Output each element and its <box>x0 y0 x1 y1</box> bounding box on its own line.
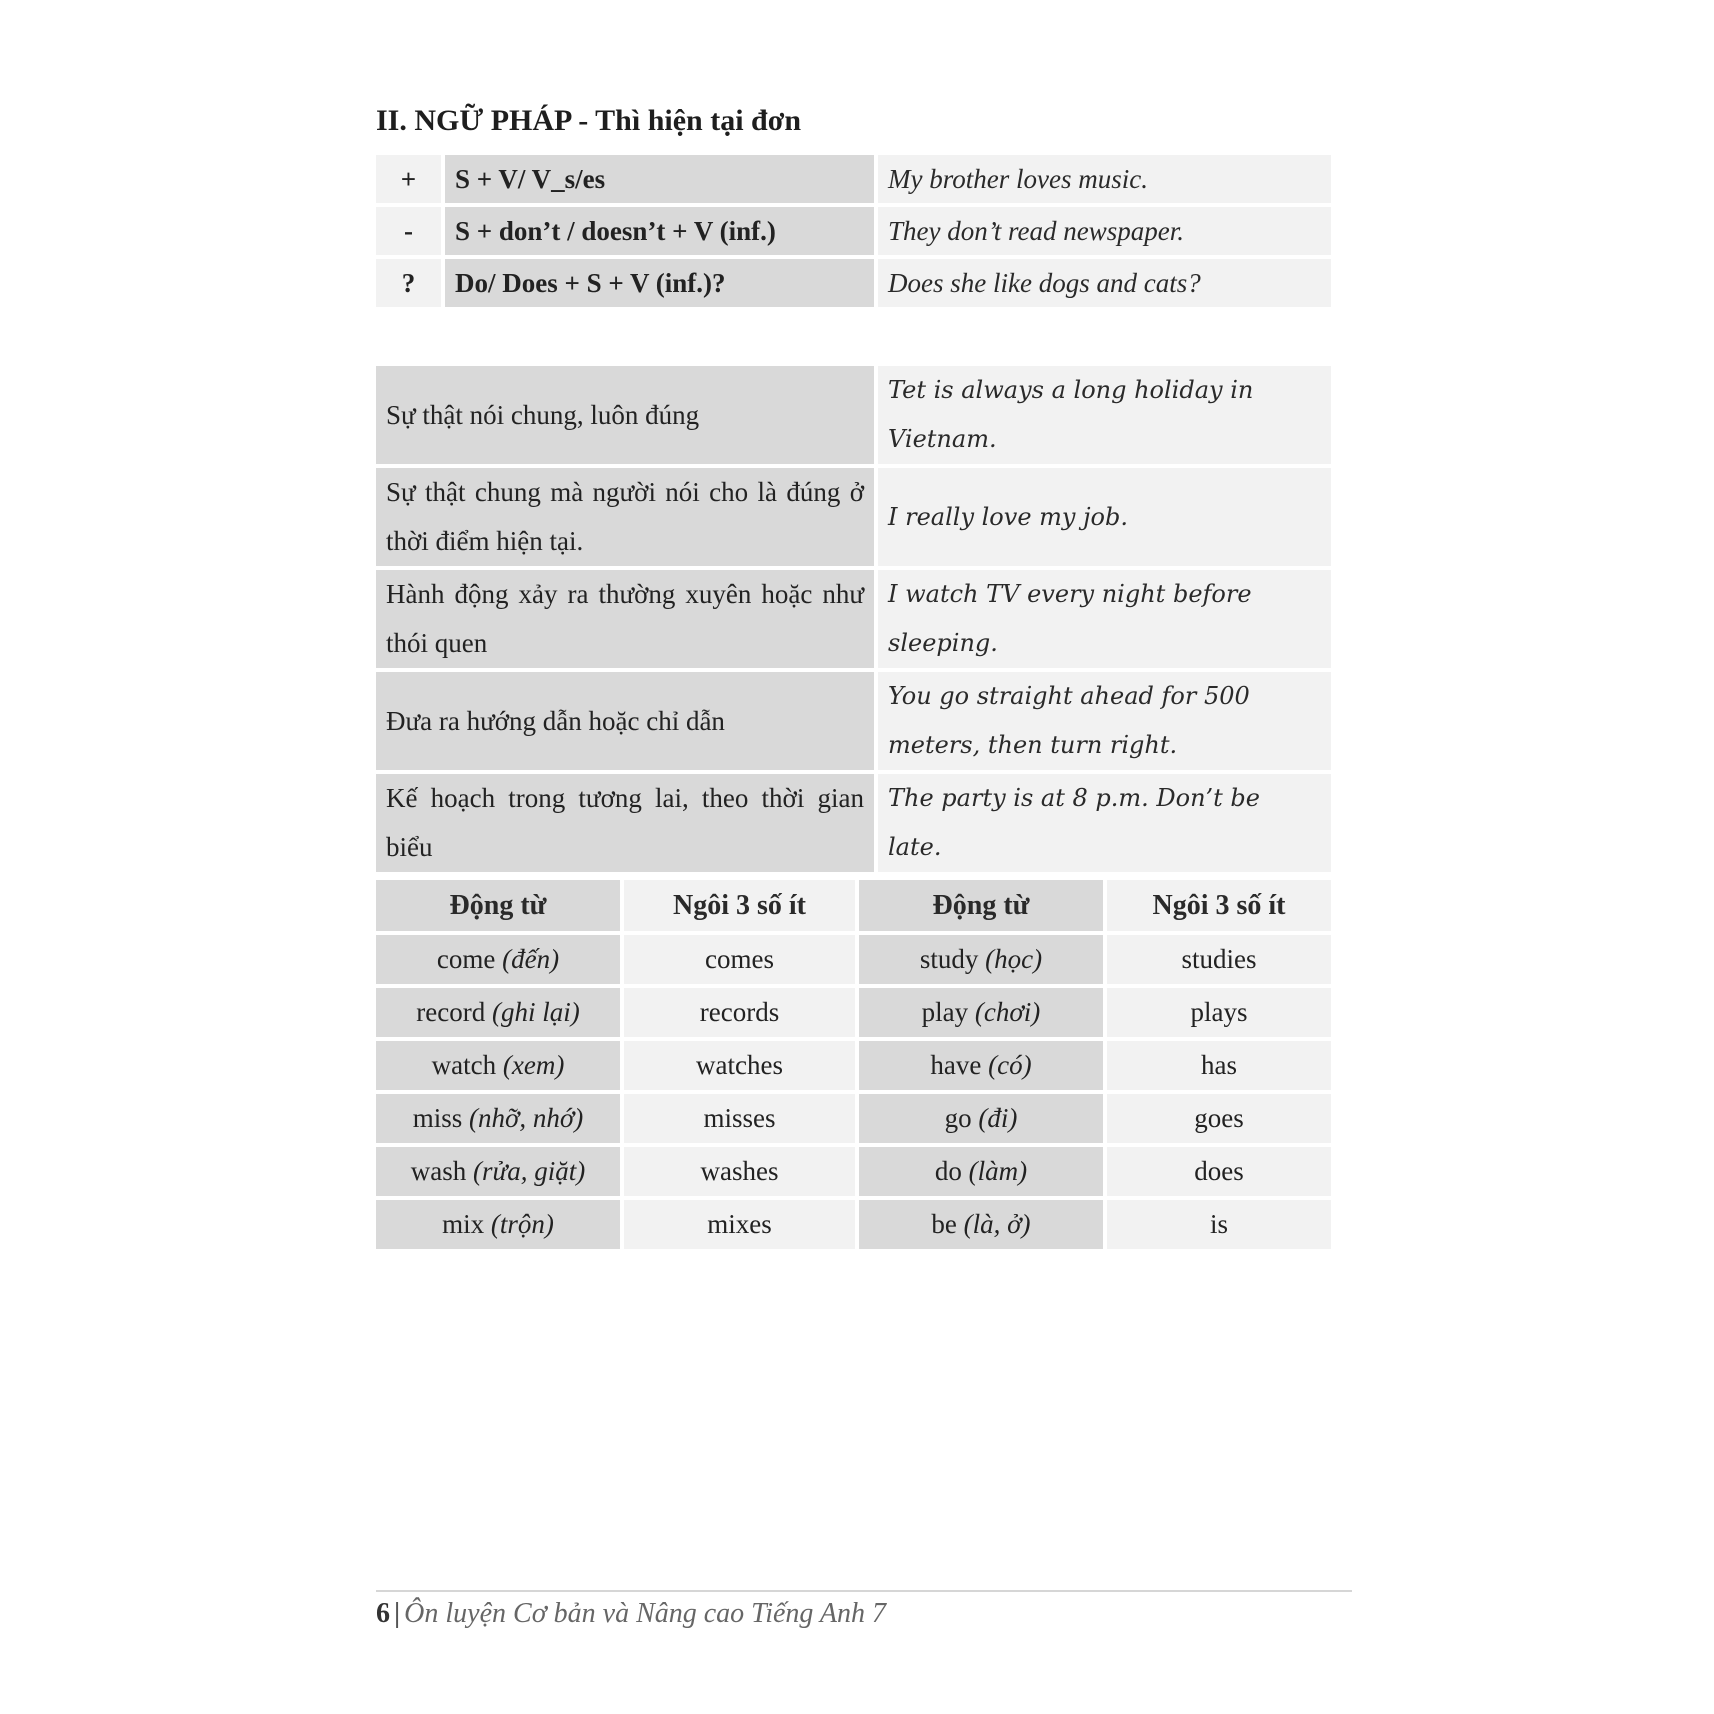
structure-table <box>372 151 1335 311</box>
usage-cell: Sự thật nói chung, luôn đúng <box>376 366 874 464</box>
verb-cell <box>376 988 620 1037</box>
verb-meaning: (xem) <box>502 1050 565 1080</box>
question-symbol: ? <box>376 259 441 307</box>
usage-table <box>372 362 1335 876</box>
verb-word: do <box>934 1156 962 1186</box>
verb-cell <box>859 988 1103 1037</box>
usage-cell: Sự thật chung mà người nói cho là đúng ở thời điểm hiện tại. <box>376 468 874 566</box>
header-verb: Động từ <box>859 880 1103 931</box>
verb-word: watch <box>431 1050 497 1080</box>
third-person-cell <box>1107 1094 1331 1143</box>
book-title: Ôn luyện Cơ bản và Nâng cao Tiếng Anh 7 <box>404 1598 887 1629</box>
verb-meaning: (học) <box>985 944 1043 974</box>
verb-cell <box>859 1147 1103 1196</box>
usage-cell: Đưa ra hướng dẫn hoặc chỉ dẫn <box>376 672 874 770</box>
table-row <box>376 366 1331 464</box>
affirmative-form: S + V/ V_s/es <box>445 155 874 203</box>
usage-example: I watch TV every night before sleeping. <box>878 570 1331 668</box>
table-row <box>376 935 1331 984</box>
usage-cell: Hành động xảy ra thường xuyên hoặc như thói quen <box>376 570 874 668</box>
negative-form: S + don’t / doesn’t + V (inf.) <box>445 207 874 255</box>
table-row <box>376 468 1331 566</box>
verb-word: play <box>921 997 969 1027</box>
verb-cell <box>859 1041 1103 1090</box>
table-row <box>376 155 1331 203</box>
verb-meaning: (trộn) <box>490 1209 554 1239</box>
header-third-person: Ngôi 3 số ít <box>1107 880 1331 931</box>
verb-meaning: (rửa, giặt) <box>473 1156 586 1186</box>
verb-word: be <box>931 1209 957 1239</box>
section-title: II. NGỮ PHÁP - Thì hiện tại đơn <box>376 104 802 137</box>
verb-word: have <box>930 1050 982 1080</box>
table-row <box>376 570 1331 668</box>
verb-cell <box>859 935 1103 984</box>
verb-word: wash <box>410 1156 467 1186</box>
footer-divider <box>376 1590 1352 1592</box>
verb-cell <box>376 1094 620 1143</box>
verb-table <box>372 876 1335 1253</box>
third-person-form: studies <box>1181 944 1257 974</box>
verb-cell <box>859 1200 1103 1249</box>
table-row <box>376 1200 1331 1249</box>
affirmative-symbol: + <box>376 155 441 203</box>
page-number: 6 <box>376 1598 390 1629</box>
verb-meaning: (chơi) <box>974 997 1041 1027</box>
verb-meaning: (nhỡ, nhớ) <box>468 1103 584 1133</box>
third-person-cell <box>1107 1041 1331 1090</box>
verb-cell <box>376 935 620 984</box>
table-row <box>376 1094 1331 1143</box>
third-person-cell <box>624 1094 855 1143</box>
third-person-form: goes <box>1194 1103 1244 1133</box>
verb-cell <box>376 1147 620 1196</box>
third-person-cell <box>1107 988 1331 1037</box>
verb-meaning: (ghi lại) <box>491 997 580 1027</box>
third-person-cell <box>624 988 855 1037</box>
verb-word: mix <box>442 1209 485 1239</box>
question-example: Does she like dogs and cats? <box>878 259 1331 307</box>
verb-meaning: (đi) <box>978 1103 1018 1133</box>
third-person-cell <box>624 935 855 984</box>
third-person-form: misses <box>703 1103 776 1133</box>
header-verb: Động từ <box>376 880 620 931</box>
third-person-form: is <box>1209 1209 1228 1239</box>
verb-word: study <box>919 944 979 974</box>
third-person-cell <box>624 1041 855 1090</box>
third-person-form: has <box>1201 1050 1237 1080</box>
third-person-form: plays <box>1190 997 1248 1027</box>
third-person-cell <box>624 1147 855 1196</box>
affirmative-example: My brother loves music. <box>878 155 1331 203</box>
table-row <box>376 1147 1331 1196</box>
third-person-form: washes <box>700 1156 779 1186</box>
verb-word: come <box>436 944 496 974</box>
verb-word: miss <box>412 1103 463 1133</box>
table-row <box>376 672 1331 770</box>
third-person-cell <box>1107 935 1331 984</box>
table-row <box>376 259 1331 307</box>
verb-word: record <box>416 997 486 1027</box>
footer <box>376 1598 886 1630</box>
verb-cell <box>376 1041 620 1090</box>
verb-word: go <box>944 1103 972 1133</box>
table-row <box>376 207 1331 255</box>
usage-example: Tet is always a long holiday in Vietnam. <box>878 366 1331 464</box>
table-row <box>376 1041 1331 1090</box>
third-person-form: mixes <box>707 1209 772 1239</box>
question-form: Do/ Does + S + V (inf.)? <box>445 259 874 307</box>
footer-separator: | <box>394 1598 401 1629</box>
negative-example: They don’t read newspaper. <box>878 207 1331 255</box>
usage-example: You go straight ahead for 500 meters, then turn right. <box>878 672 1331 770</box>
third-person-cell <box>1107 1200 1331 1249</box>
table-row <box>376 774 1331 872</box>
third-person-form: comes <box>705 944 774 974</box>
verb-cell <box>859 1094 1103 1143</box>
negative-symbol: - <box>376 207 441 255</box>
third-person-form: watches <box>696 1050 783 1080</box>
third-person-cell <box>1107 1147 1331 1196</box>
usage-example: The party is at 8 p.m. Don’t be late. <box>878 774 1331 872</box>
usage-cell: Kế hoạch trong tương lai, theo thời gian biểu <box>376 774 874 872</box>
usage-example: I really love my job. <box>878 468 1331 566</box>
table-header-row <box>376 880 1331 931</box>
third-person-form: records <box>699 997 780 1027</box>
verb-meaning: (đến) <box>502 944 560 974</box>
header-third-person: Ngôi 3 số ít <box>624 880 855 931</box>
third-person-cell <box>624 1200 855 1249</box>
verb-meaning: (là, ở) <box>963 1209 1031 1239</box>
third-person-form: does <box>1194 1156 1244 1186</box>
verb-meaning: (có) <box>988 1050 1032 1080</box>
table-row <box>376 988 1331 1037</box>
verb-meaning: (làm) <box>968 1156 1028 1186</box>
verb-cell <box>376 1200 620 1249</box>
